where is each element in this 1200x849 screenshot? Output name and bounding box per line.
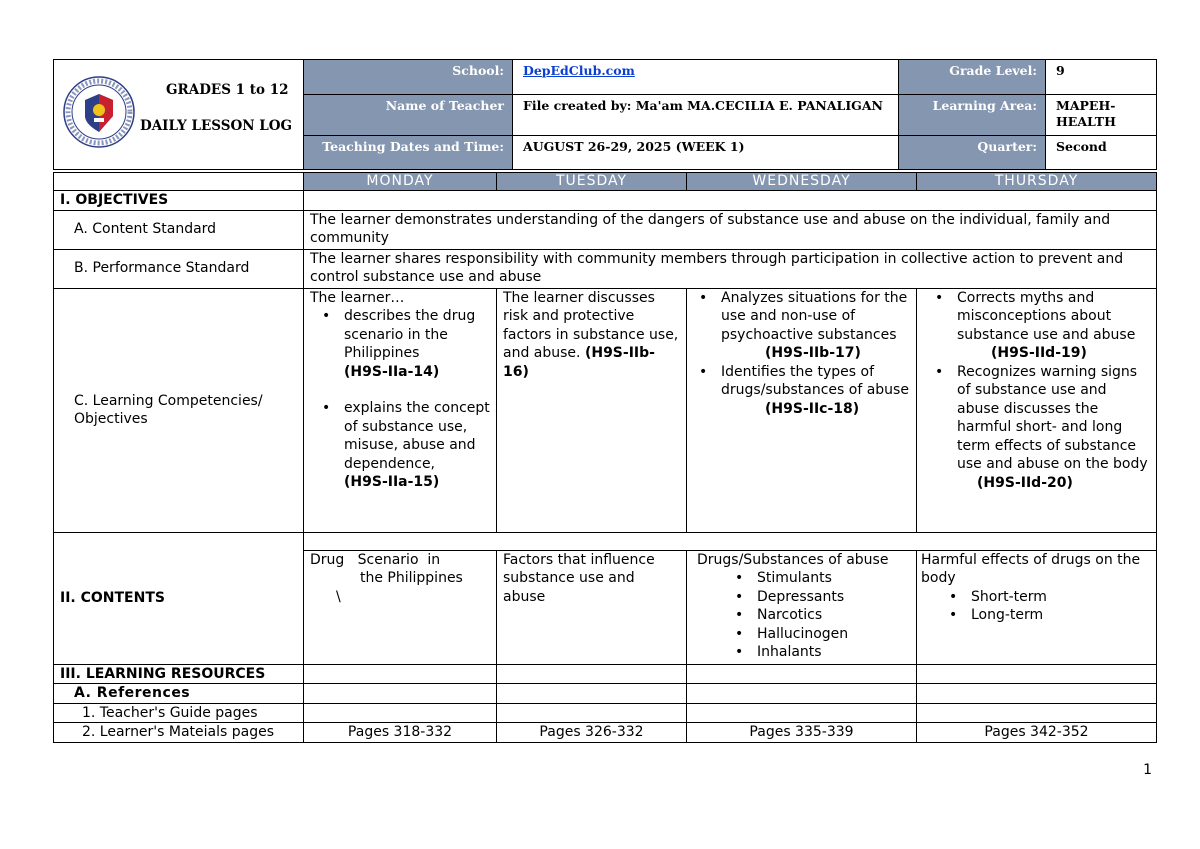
dates-label: Teaching Dates and Time:: [304, 136, 513, 170]
blank-cell: [304, 532, 1157, 550]
day-tuesday: TUESDAY: [497, 173, 687, 191]
grade-label: Grade Level:: [899, 60, 1046, 95]
contents-text: Drug Scenario in: [310, 551, 441, 568]
wednesday-competencies: [687, 288, 917, 532]
learning-area-label: Learning Area:: [899, 95, 1046, 136]
lesson-log-table: [53, 172, 1157, 743]
performance-standard-text: The learner shares responsibility with community members through participation in collective action to prevent and control substance use and abuse: [304, 249, 1157, 288]
blank-cell: [687, 684, 917, 704]
list-item: • Stimulants: [757, 569, 910, 588]
learner-materials-label: 2. Learner's Mateials pages: [54, 723, 304, 743]
blank-cell: [497, 664, 687, 684]
deped-seal-icon: [63, 76, 135, 148]
blank-cell: [54, 173, 304, 191]
header-table: [53, 59, 1157, 170]
blank-cell: [917, 703, 1157, 723]
competency-text: describes the drug scenario in the Philippines: [344, 308, 476, 361]
tuesday-learner-pages: Pages 326-332: [497, 723, 687, 743]
list-item: • Depressants: [757, 588, 910, 607]
list-item: [957, 289, 1150, 363]
list-item: • Short-term: [971, 588, 1150, 607]
thursday-competencies: [917, 288, 1157, 532]
content-standard-text: The learner demonstrates understanding of the dangers of substance use and abuse on the individual, family and community: [304, 210, 1157, 249]
contents-title: Harmful effects of drugs on the body: [921, 551, 1141, 586]
title-daily-lesson-log: DAILY LESSON LOG: [140, 118, 293, 134]
blank-cell: [687, 703, 917, 723]
competency-text: explains the concept of substance use, misuse, abuse and dependence,: [344, 400, 490, 472]
competency-text: Recognizes warning signs of substance use and abuse discusses the harmful short- and long term effects of substance use and abuse on the body: [957, 363, 1148, 472]
dates-value: AUGUST 26-29, 2025 (WEEK 1): [513, 136, 899, 170]
thursday-contents: [917, 550, 1157, 664]
references-label: A. References: [54, 684, 304, 704]
list-item: [721, 363, 910, 419]
list-item: [344, 307, 490, 381]
teacher-label: Name of Teacher: [304, 95, 513, 136]
monday-learner-pages: Pages 318-332: [304, 723, 497, 743]
day-wednesday: WEDNESDAY: [687, 173, 917, 191]
competency-code: (H9S-IIb-17): [765, 345, 861, 361]
competency-code: (H9S-IIb-16): [503, 345, 655, 380]
contents-title: Drugs/Substances of abuse: [697, 551, 889, 568]
list-item: • Long-term: [971, 606, 1150, 625]
competency-text: Corrects myths and misconceptions about substance use and abuse: [957, 289, 1136, 343]
competency-code: (H9S-IIc-18): [765, 400, 860, 417]
page-number: 1: [1143, 762, 1152, 778]
competency-text: The learner discusses risk and protective factors in substance use, and abuse.: [503, 289, 679, 361]
teacher-guide-label: 1. Teacher's Guide pages: [54, 703, 304, 723]
blank-cell: [687, 664, 917, 684]
list-item: [957, 363, 1150, 493]
performance-standard-label: B. Performance Standard: [54, 249, 304, 288]
content-standard-label: A. Content Standard: [54, 210, 304, 249]
competency-code: (H9S-IId-19): [991, 345, 1087, 361]
list-item: [344, 399, 490, 492]
list-item: [721, 289, 910, 363]
day-monday: MONDAY: [304, 173, 497, 191]
competency-text: Identifies the types of drugs/substances of abuse: [721, 363, 909, 398]
thursday-learner-pages: Pages 342-352: [917, 723, 1157, 743]
objectives-heading: I. OBJECTIVES: [54, 191, 304, 211]
quarter-label: Quarter:: [899, 136, 1046, 170]
contents-text: the Philippines: [360, 570, 463, 586]
quarter-value: Second: [1046, 136, 1157, 170]
competencies-label: C. Learning Competencies/ Objectives: [54, 288, 304, 532]
blank-cell: [304, 191, 1157, 211]
contents-heading: II. CONTENTS: [54, 532, 304, 664]
blank-cell: [304, 684, 497, 704]
list-item: • Inhalants: [757, 643, 910, 662]
tuesday-competencies: [497, 288, 687, 532]
school-value[interactable]: [513, 60, 899, 95]
blank-cell: [917, 664, 1157, 684]
blank-cell: [917, 684, 1157, 704]
monday-competencies: [304, 288, 497, 532]
blank-cell: [497, 684, 687, 704]
school-link[interactable]: DepEdClub.com: [523, 63, 635, 78]
title-grades: GRADES 1 to 12: [166, 82, 289, 98]
resources-heading: III. LEARNING RESOURCES: [54, 664, 304, 684]
monday-intro: The learner…: [310, 289, 405, 306]
monday-contents: [304, 550, 497, 664]
teacher-value: File created by: Ma'am MA.CECILIA E. PANALIGAN: [513, 95, 899, 136]
school-label: School:: [304, 60, 513, 95]
tuesday-contents: Factors that influence substance use and abuse: [497, 550, 687, 664]
competency-code: (H9S-IIa-14): [344, 363, 440, 380]
list-item: • Hallucinogen: [757, 625, 910, 644]
header-title-cell: [54, 60, 304, 170]
wednesday-learner-pages: Pages 335-339: [687, 723, 917, 743]
competency-code: (H9S-IId-20): [977, 474, 1073, 491]
competency-text: Analyzes situations for the use and non-use of psychoactive substances: [721, 289, 908, 343]
day-header-row: [54, 173, 1157, 191]
competency-code: (H9S-IIa-15): [344, 474, 440, 490]
grade-value: 9: [1046, 60, 1157, 95]
contents-text: \: [336, 588, 341, 605]
blank-cell: [304, 664, 497, 684]
day-thursday: THURSDAY: [917, 173, 1157, 191]
blank-cell: [497, 703, 687, 723]
list-item: • Narcotics: [757, 606, 910, 625]
learning-area-value: MAPEH-HEALTH: [1046, 95, 1157, 136]
wednesday-contents: [687, 550, 917, 664]
blank-cell: [304, 703, 497, 723]
